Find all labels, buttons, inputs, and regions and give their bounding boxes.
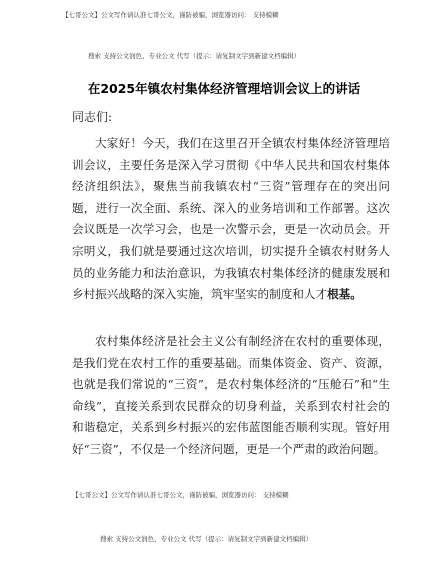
top-banner-line-1: 【七哥公文】公文写作请认准七哥公文，谨防被骗，浏览器访问： 支持模糊: [62, 11, 279, 19]
document-title: 在2025年镇农村集体经济管理培训会议上的讲话: [87, 81, 361, 96]
bottom-banner-line-2: 搜索 支持公文润色、专业公文 代写（提示：请复制文字到新建文档编辑）: [100, 535, 313, 543]
salutation: 同志们:: [72, 110, 113, 124]
paragraph-1: [72, 133, 390, 306]
top-banner-line-2: 搜索 支持公文润色、专业公文 代写（提示：请复制文字到新建文档编辑）: [88, 52, 301, 60]
paragraph-2: 农村集体经济是社会主义公有制经济在农村的重要体现，是我们党在农村工作的重要基础。而集体资金、资产、资源，也就是我们常说的“三资”，是农村集体经济的“压舱石”和“生命线”，直接关系到农民群众的切身利益，关系到农村社会的和谐稳定，关系到乡村振兴的宏伟蓝图能否顺利实现。管好用好“三资”，不仅是一个经济问题，更是一个严肃的政治问题。: [72, 334, 390, 456]
paragraph-1-text: 大家好！今天，我们在这里召开全镇农村集体经济管理培训会议，主要任务是深入学习贯彻《中华人民共和国农村集体经济组织法》，聚焦当前我镇农村“三资”管理存在的突出问题，进行一次全面、系统、深入的业务培训和工作部署。这次会议既是一次学习会，也是一次警示会，更是一次动员会。开宗明义，我们就是要通过这次培训，切实提升全镇农村财务人员的业务能力和法治意识，为我镇农村集体经济的健康发展和乡村振兴战略的深入实施，筑牢坚实的制度和人才: [72, 136, 390, 302]
paragraph-1-emphasis: 根基。: [327, 287, 362, 302]
bottom-banner-line-1: 【七哥公文】公文写作请认准七哥公文，谨防被骗，浏览器访问： 支持模糊: [72, 491, 289, 499]
